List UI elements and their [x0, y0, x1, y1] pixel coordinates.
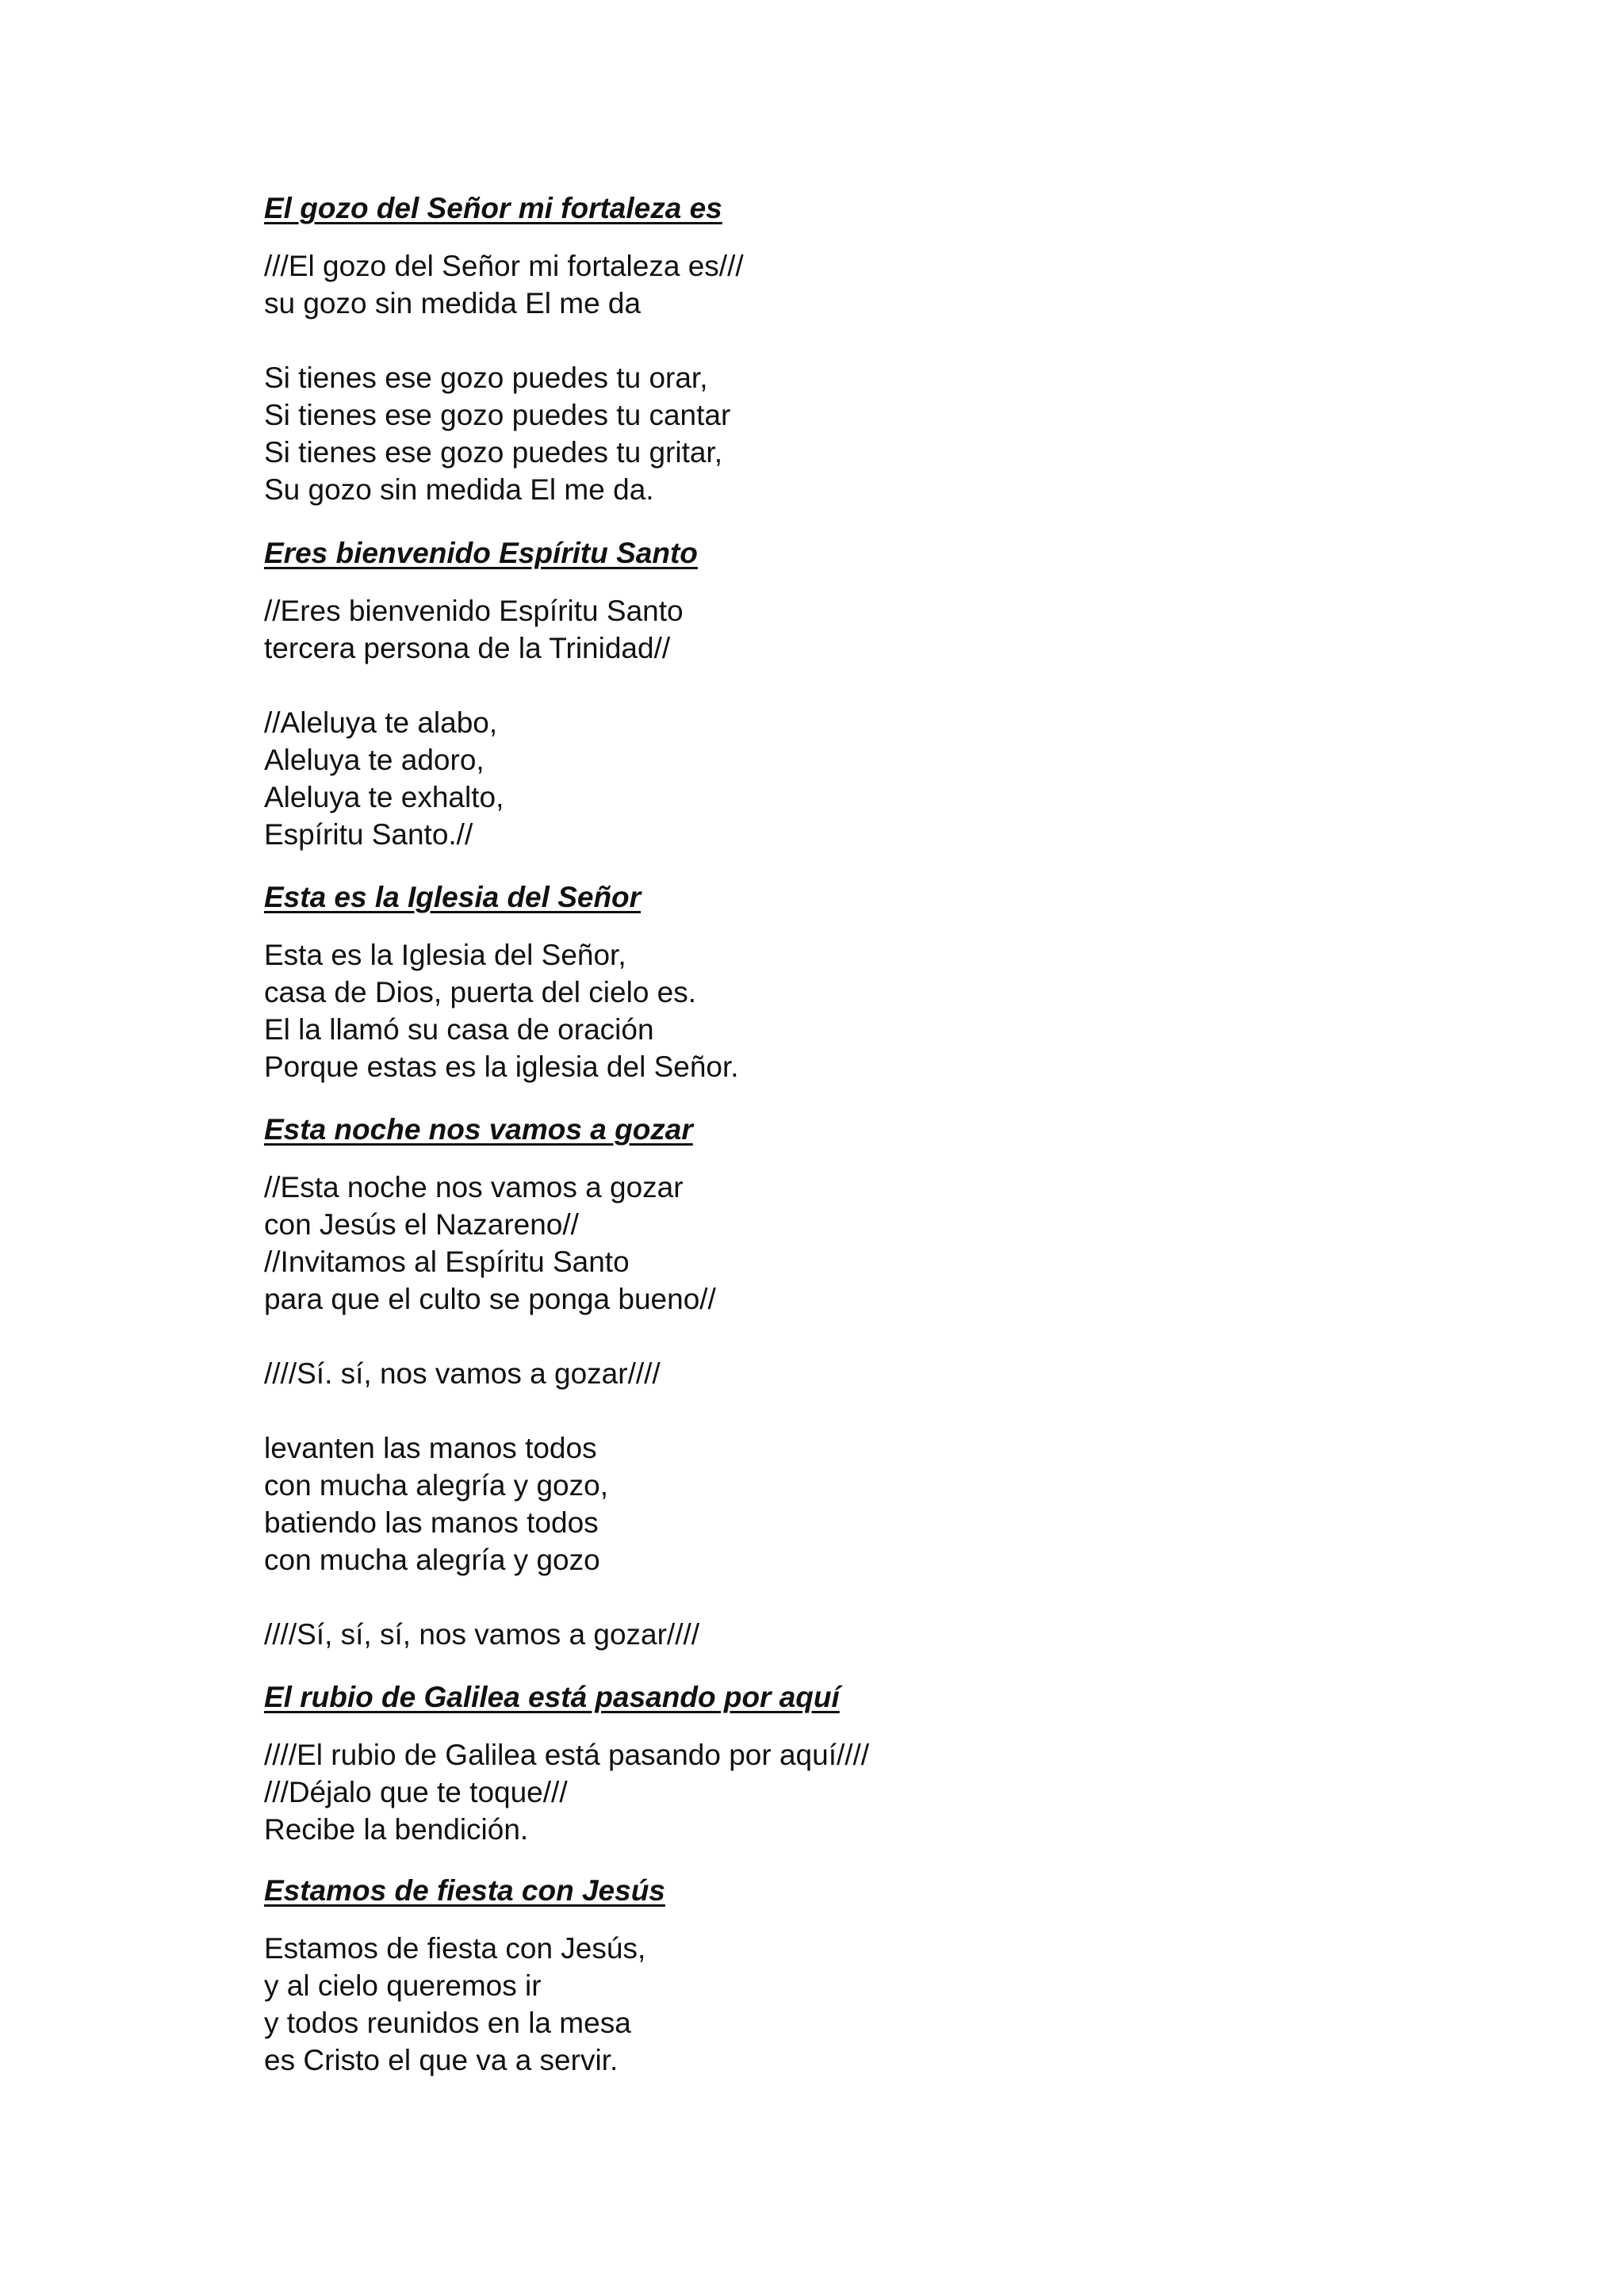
song-title: El gozo del Señor mi fortaleza es: [264, 192, 722, 224]
song-section: [264, 190, 1454, 508]
stanza-gap: [264, 1392, 1454, 1429]
lyric-line: ////El rubio de Galilea está pasando por aquí////: [264, 1739, 870, 1771]
lyric-line: //Eres bienvenido Espíritu Santo: [264, 595, 684, 627]
lyric-line: levanten las manos todos: [264, 1432, 597, 1464]
lyric-line: Si tienes ese gozo puedes tu cantar: [264, 399, 731, 431]
lyric-line: para que el culto se ponga bueno//: [264, 1283, 716, 1315]
song-title: Estamos de fiesta con Jesús: [264, 1874, 665, 1907]
song-title: Eres bienvenido Espíritu Santo: [264, 537, 698, 569]
lyric-line: ////Sí, sí, sí, nos vamos a gozar////: [264, 1618, 700, 1651]
lyric-line: Porque estas es la iglesia del Señor.: [264, 1050, 739, 1083]
song-section: [264, 1873, 1454, 2079]
lyric-line: es Cristo el que va a servir.: [264, 2044, 619, 2076]
lyric-line: con mucha alegría y gozo,: [264, 1469, 608, 1502]
lyric-line: Si tienes ese gozo puedes tu gritar,: [264, 436, 722, 469]
song-section: [264, 535, 1454, 853]
lyric-line: tercera persona de la Trinidad//: [264, 632, 671, 664]
stanza-gap: [264, 322, 1454, 359]
lyric-line: su gozo sin medida El me da: [264, 287, 642, 320]
song-title: Esta es la Iglesia del Señor: [264, 881, 642, 913]
lyric-line: ///Déjalo que te toque///: [264, 1776, 568, 1808]
lyric-line: ///El gozo del Señor mi fortaleza es///: [264, 250, 744, 282]
lyric-line: Espíritu Santo.//: [264, 818, 473, 851]
lyric-line: y al cielo queremos ir: [264, 1969, 542, 2002]
song-section: [264, 1679, 1454, 1848]
stanza-gap: [264, 1578, 1454, 1616]
lyric-line: Aleluya te exhalto,: [264, 781, 504, 813]
lyric-line: y todos reunidos en la mesa: [264, 2007, 631, 2039]
stanza-gap: [264, 1318, 1454, 1355]
lyric-line: batiendo las manos todos: [264, 1506, 599, 1539]
lyric-line: Aleluya te adoro,: [264, 744, 485, 776]
lyric-line: El la llamó su casa de oración: [264, 1013, 654, 1046]
lyric-line: con Jesús el Nazareno//: [264, 1208, 579, 1241]
song-section: [264, 879, 1454, 1085]
song-section: [264, 1112, 1454, 1653]
song-title: El rubio de Galilea está pasando por aquí: [264, 1681, 840, 1713]
lyric-line: Estamos de fiesta con Jesús,: [264, 1932, 646, 1965]
lyric-line: ////Sí. sí, nos vamos a gozar////: [264, 1357, 661, 1390]
lyric-line: Recibe la bendición.: [264, 1813, 529, 1846]
lyric-line: casa de Dios, puerta del cielo es.: [264, 976, 697, 1008]
lyric-line: Esta es la Iglesia del Señor,: [264, 939, 626, 971]
lyric-line: con mucha alegría y gozo: [264, 1544, 600, 1576]
stanza-gap: [264, 667, 1454, 704]
lyric-line: //Invitamos al Espíritu Santo: [264, 1246, 630, 1278]
lyric-line: Si tienes ese gozo puedes tu orar,: [264, 362, 708, 394]
song-title: Esta noche nos vamos a gozar: [264, 1113, 693, 1146]
lyric-line: Su gozo sin medida El me da.: [264, 473, 654, 506]
lyric-line: //Aleluya te alabo,: [264, 706, 498, 739]
lyric-line: //Esta noche nos vamos a gozar: [264, 1171, 684, 1203]
